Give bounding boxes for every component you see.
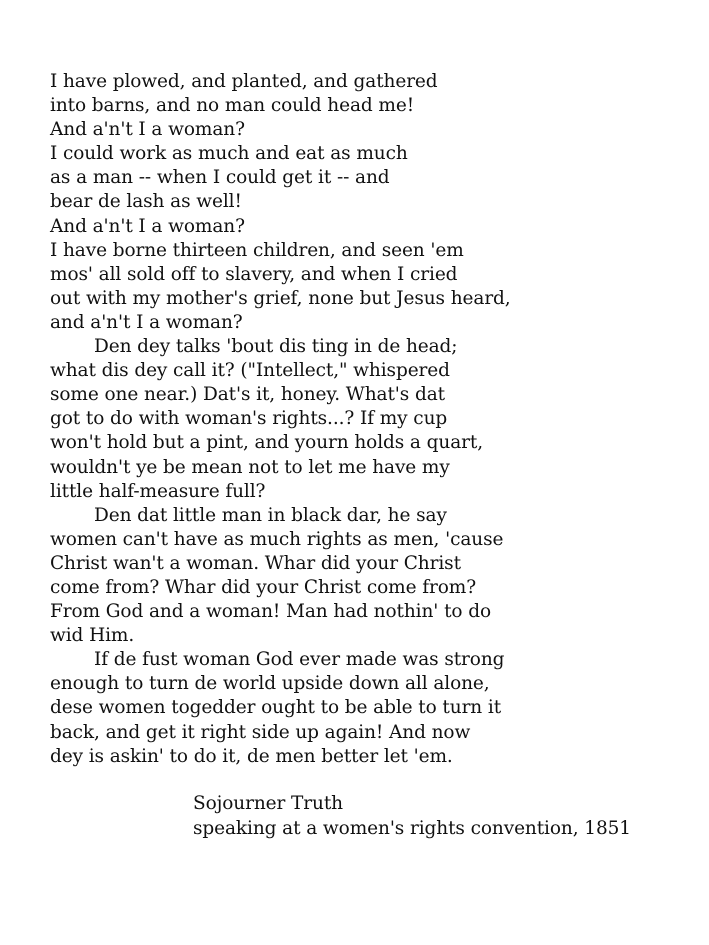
speech-line: back, and get it right side up again! And now (50, 721, 471, 743)
speech-line: got to do with woman's rights...? If my cup (50, 408, 448, 430)
attribution-context: speaking at a women's rights convention, 1851 (193, 818, 631, 839)
speech-line: Den dat little man in black dar, he say (94, 504, 447, 526)
speech-line: mos' all sold off to slavery, and when I cried (50, 263, 458, 285)
speech-line: into barns, and no man could head me! (50, 95, 415, 117)
speech-line: wouldn't ye be mean not to let me have my (50, 456, 450, 478)
speech-line: And a'n't I a woman? (50, 119, 245, 141)
speech-line: women can't have as much rights as men, 'cause (50, 528, 504, 550)
speech-line: If de fust woman God ever made was strong (94, 649, 505, 671)
speech-text (50, 70, 690, 769)
speech-line: as a man -- when I could get it -- and (50, 167, 390, 189)
speech-line: and a'n't I a woman? (50, 311, 243, 333)
speech-line: I have borne thirteen children, and seen 'em (50, 239, 464, 261)
speech-line: I have plowed, and planted, and gathered (50, 71, 438, 92)
speech-line: little half-measure full? (50, 480, 266, 502)
speech-line: Den dey talks 'bout dis ting in de head; (94, 336, 458, 358)
attribution-name: Sojourner Truth (193, 793, 343, 814)
attribution (193, 791, 693, 841)
speech-line: enough to turn de world upside down all alone, (50, 673, 490, 695)
speech-line: what dis dey call it? ("Intellect," whispered (50, 360, 450, 382)
speech-line: some one near.) Dat's it, honey. What's dat (50, 384, 445, 406)
speech-line: I could work as much and eat as much (50, 143, 408, 165)
speech-line: From God and a woman! Man had nothin' to do (50, 601, 492, 623)
speech-line: out with my mother's grief, none but Jesus heard, (50, 287, 511, 309)
speech-line: And a'n't I a woman? (50, 215, 245, 237)
speech-line: dese women togedder ought to be able to turn it (50, 697, 502, 719)
speech-line: come from? Whar did your Christ come from? (50, 576, 477, 598)
speech-line: bear de lash as well! (50, 191, 242, 213)
speech-line: dey is askin' to do it, de men better let 'em. (50, 745, 453, 767)
speech-line: wid Him. (50, 625, 135, 647)
speech-line: won't hold but a pint, and yourn holds a quart, (50, 432, 483, 454)
speech-line: Christ wan't a woman. Whar did your Christ (50, 552, 461, 574)
